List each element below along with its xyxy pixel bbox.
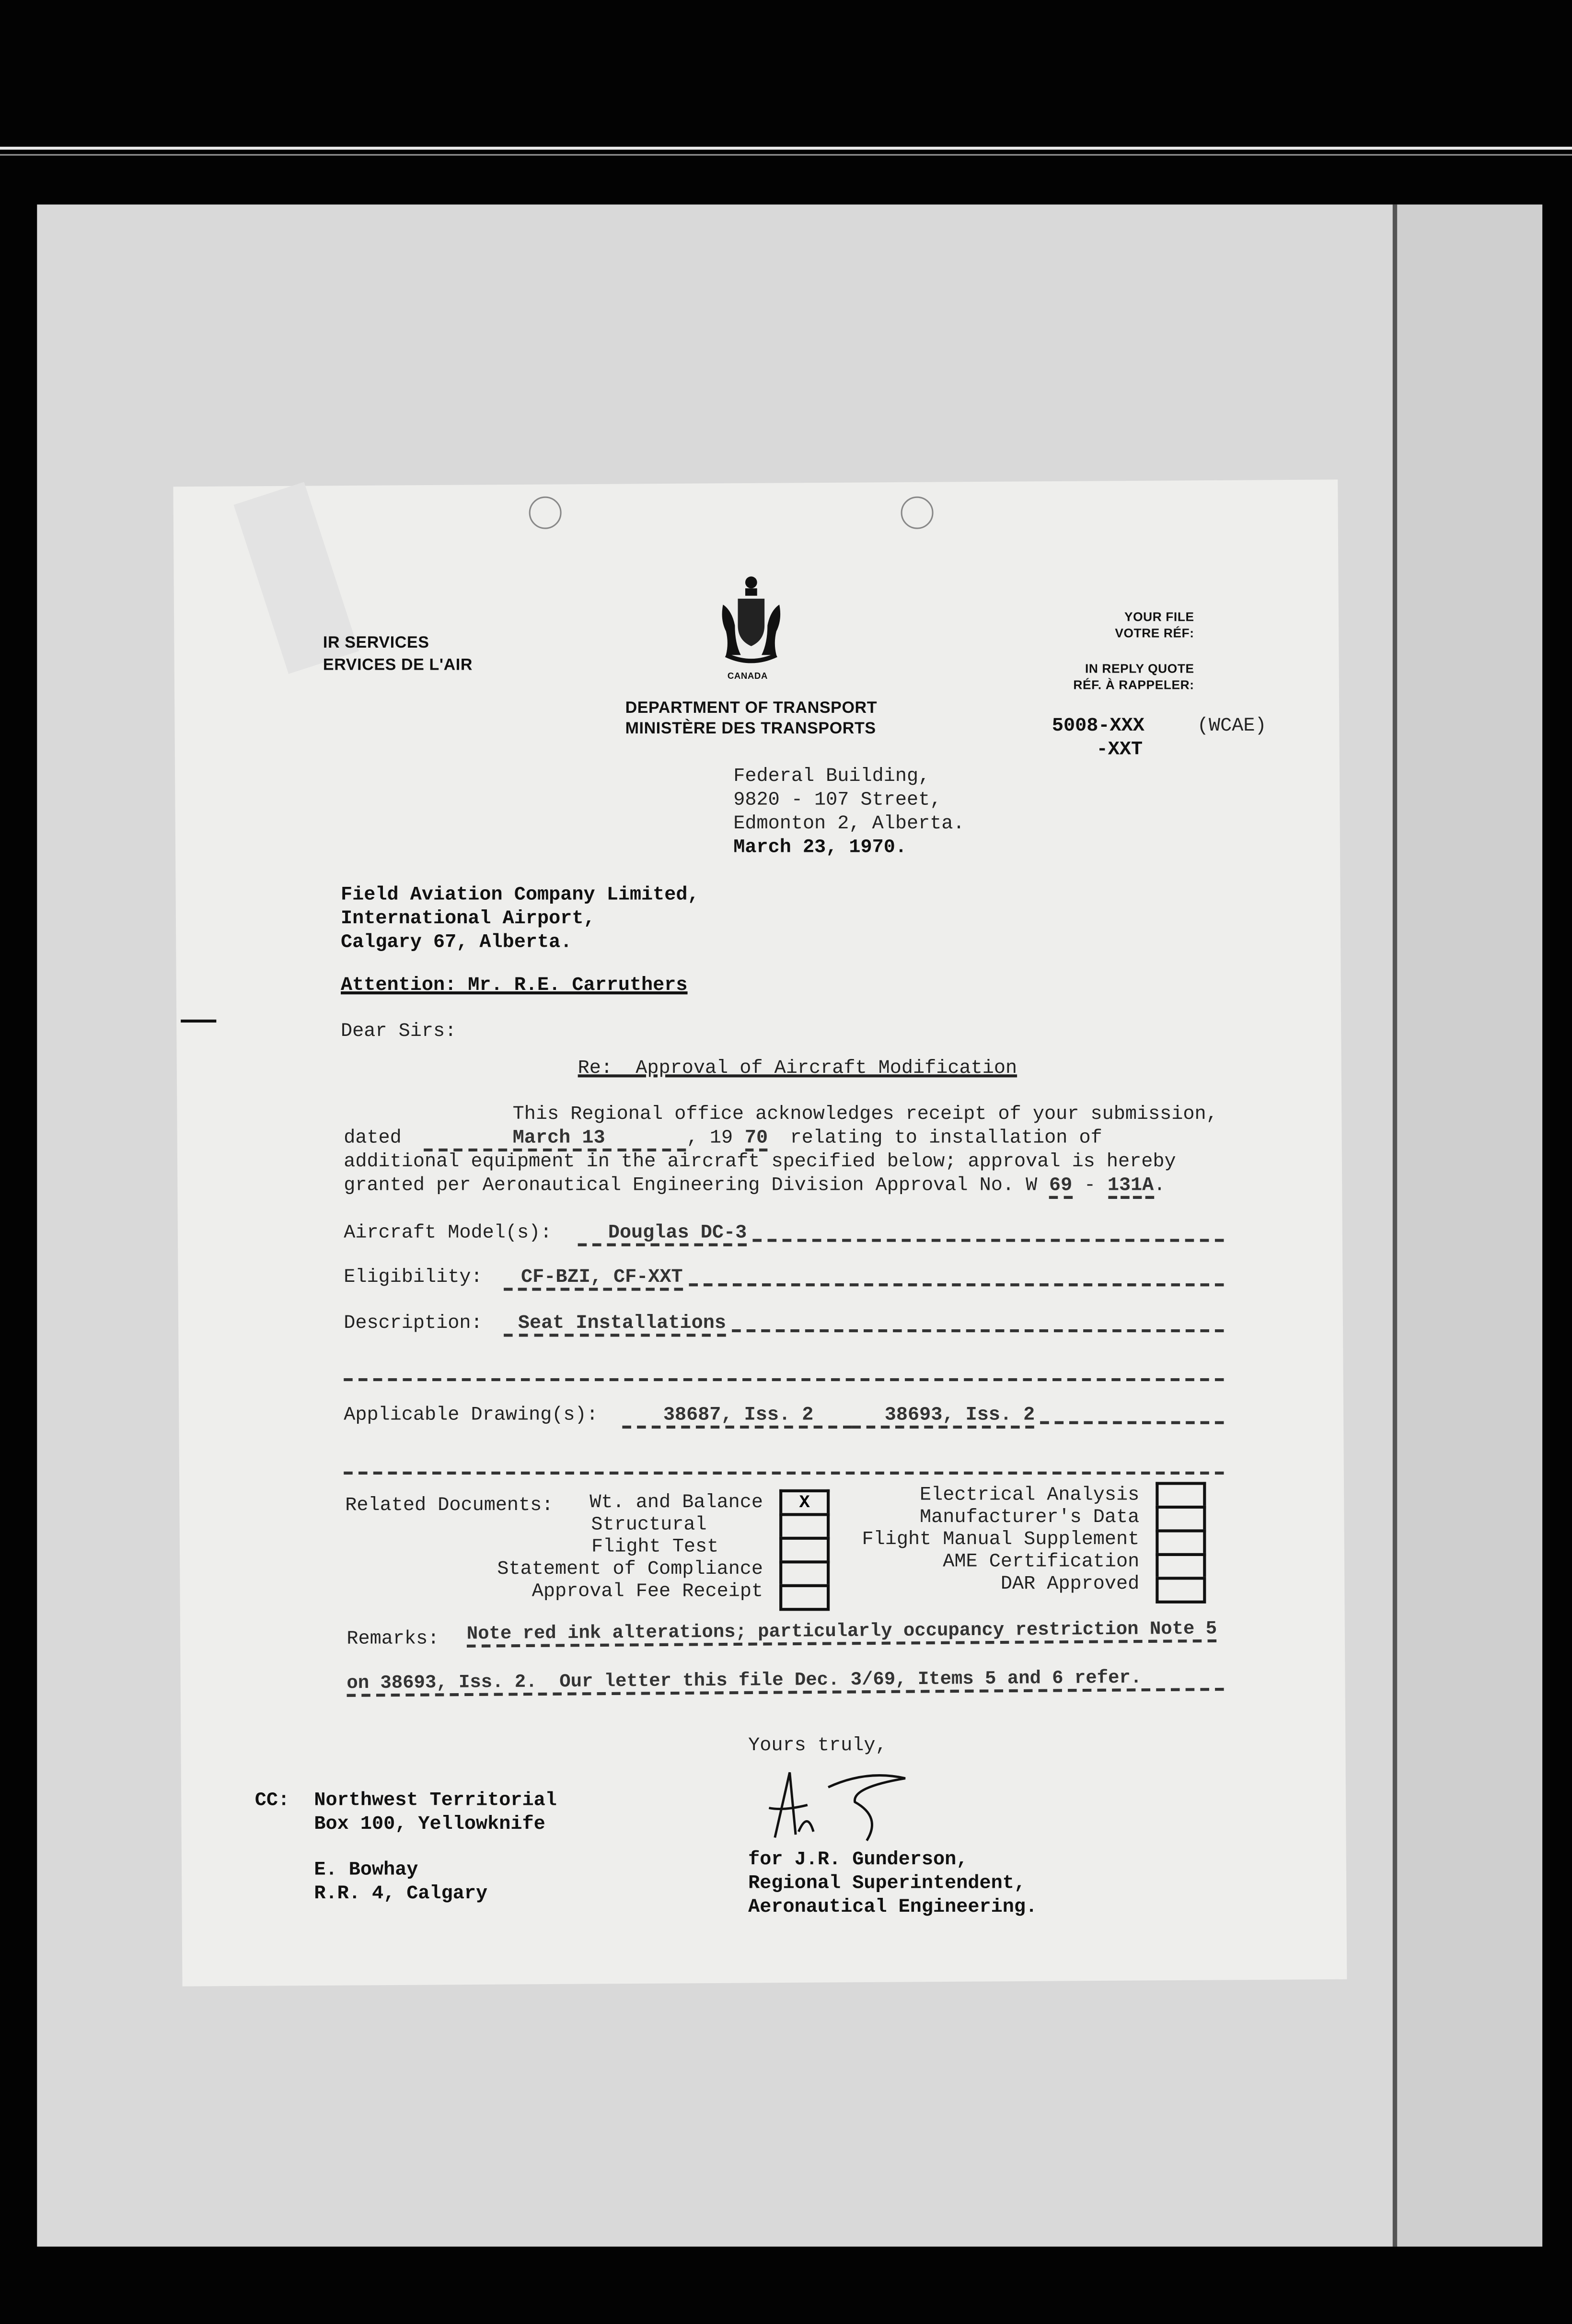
checkbox-wt-balance[interactable]: X — [779, 1489, 830, 1513]
reply-quote-label: IN REPLY QUOTE — [1085, 661, 1194, 676]
body-dated-line — [344, 1126, 1102, 1148]
dept-en: DEPARTMENT OF TRANSPORT — [625, 699, 878, 718]
punch-hole — [529, 497, 562, 529]
doc-label: Statement of Compliance — [497, 1557, 763, 1580]
body-line: additional equipment in the aircraft specified below; approval is hereby — [344, 1150, 1176, 1173]
remarks-label: Remarks: — [347, 1627, 439, 1650]
checkbox-flight-manual[interactable] — [1156, 1529, 1206, 1553]
cc-line: Northwest Territorial — [314, 1789, 557, 1811]
field-label: Aircraft Model(s): — [344, 1221, 552, 1243]
description-field — [344, 1312, 1224, 1337]
eligibility-field — [344, 1266, 1224, 1291]
sender-address — [733, 765, 964, 860]
doc-label: Structural — [591, 1513, 707, 1535]
blank-line — [344, 1472, 1224, 1475]
file-number: 5008-XXX — [1052, 714, 1144, 737]
address-line: Edmonton 2, Alberta. — [733, 812, 965, 835]
margin-mark — [181, 1020, 216, 1023]
body-line: This Regional office acknowledges receipt of your submission, — [512, 1103, 1218, 1125]
letter-date: March 23, 1970. — [733, 836, 907, 858]
cc-recipient — [314, 1859, 487, 1906]
body-text: relating to installation of — [790, 1126, 1102, 1149]
attention-line: Attention: Mr. R.E. Carruthers — [341, 974, 688, 996]
doc-label: Flight Test — [591, 1535, 719, 1558]
aircraft-model-field — [344, 1221, 1224, 1246]
cc-label: CC: — [254, 1789, 290, 1811]
field-value: 38693, Iss. 2 — [852, 1404, 1035, 1429]
doc-label: Wt. and Balance — [590, 1490, 763, 1513]
file-code: (WCAE) — [1197, 714, 1267, 737]
your-file-label: YOUR FILE — [1124, 609, 1194, 624]
film-edge-line — [0, 154, 1572, 156]
doc-label: Manufacturer's Data — [920, 1505, 1140, 1528]
binder-strip — [1393, 205, 1542, 2247]
signature-block — [748, 1848, 1037, 1919]
cc-line: E. Bowhay — [314, 1858, 418, 1881]
drawings-field — [344, 1404, 1224, 1429]
checkbox-structural[interactable] — [779, 1513, 830, 1536]
doc-label: AME Certification — [943, 1550, 1140, 1572]
year-prefix: , 19 — [686, 1126, 733, 1149]
doc-label: Approval Fee Receipt — [532, 1580, 763, 1602]
body-text: granted per Aeronautical Engineering Division Approval No. W — [344, 1174, 1038, 1196]
salutation: Dear Sirs: — [341, 1019, 457, 1042]
field-label: Applicable Drawing(s): — [344, 1403, 598, 1426]
signatory-line: Aeronautical Engineering. — [748, 1895, 1038, 1918]
cc-line: R.R. 4, Calgary — [314, 1882, 488, 1905]
approval-end: . — [1154, 1174, 1166, 1196]
dept-fr: MINISTÈRE DES TRANSPORTS — [625, 720, 876, 738]
related-docs-left — [497, 1491, 763, 1602]
cc-recipient — [314, 1789, 556, 1836]
recipient-line: Calgary 67, Alberta. — [341, 930, 572, 953]
approval-year: 69 — [1049, 1174, 1072, 1199]
checkbox-statement-compliance[interactable] — [779, 1560, 830, 1584]
blank-line — [344, 1378, 1224, 1381]
service-fr: ERVICES DE L'AIR — [323, 656, 473, 674]
recipient-address — [341, 883, 699, 954]
votre-ref-label: VOTRE RÉF: — [1115, 625, 1194, 640]
doc-label: Electrical Analysis — [920, 1483, 1140, 1506]
checkbox-ame-cert[interactable] — [1156, 1553, 1206, 1577]
doc-label: DAR Approved — [1000, 1572, 1140, 1595]
closing: Yours truly, — [748, 1733, 887, 1756]
checkbox-approval-fee[interactable] — [779, 1584, 830, 1611]
dated-value: March 13 — [424, 1126, 686, 1151]
subject-line: Re: Approval of Aircraft Modification — [578, 1057, 1017, 1079]
field-value: Douglas DC-3 — [578, 1221, 747, 1246]
address-line: 9820 - 107 Street, — [733, 788, 942, 811]
field-value: CF-BZI, CF-XXT — [503, 1266, 683, 1291]
field-value: 38687, Iss. 2 — [622, 1404, 852, 1429]
signature — [763, 1766, 926, 1848]
crest-caption: CANADA — [727, 673, 768, 682]
field-value: Seat Installations — [503, 1312, 726, 1337]
signatory-line: for J.R. Gunderson, — [748, 1848, 968, 1871]
cc-line: Box 100, Yellowknife — [314, 1812, 545, 1835]
remarks-line: Note red ink alterations; particularly occupancy restriction Note 5 — [467, 1619, 1217, 1648]
related-docs-left-boxes — [779, 1489, 830, 1611]
film-edge-line — [0, 147, 1572, 150]
file-number-suffix: -XXT — [1096, 738, 1143, 760]
ref-rappeler-label: RÉF. À RAPPELER: — [1073, 677, 1194, 692]
related-docs-label: Related Documents: — [345, 1494, 554, 1516]
year-value: 70 — [745, 1126, 768, 1151]
canada-coat-of-arms-icon — [717, 575, 785, 667]
approval-separator: - — [1084, 1174, 1096, 1196]
doc-label: Flight Manual Supplement — [862, 1528, 1140, 1550]
related-docs-right-boxes — [1156, 1482, 1206, 1603]
checkbox-flight-test[interactable] — [779, 1537, 830, 1560]
checkbox-electrical[interactable] — [1156, 1482, 1206, 1505]
address-line: Federal Building, — [733, 765, 930, 787]
signatory-line: Regional Superintendent, — [748, 1871, 1026, 1894]
approval-number: 131A — [1108, 1174, 1154, 1199]
checkbox-dar-approved[interactable] — [1156, 1577, 1206, 1604]
dated-label: dated — [344, 1126, 402, 1149]
field-label: Eligibility: — [344, 1266, 483, 1288]
checkbox-manufacturer-data[interactable] — [1156, 1506, 1206, 1529]
punch-hole — [901, 497, 934, 529]
recipient-line: Field Aviation Company Limited, — [341, 883, 699, 906]
related-docs-right — [862, 1483, 1139, 1594]
body-approval-line — [344, 1174, 1165, 1196]
field-label: Description: — [344, 1311, 483, 1334]
recipient-line: International Airport, — [341, 906, 595, 930]
remarks-line: on 38693, Iss. 2. Our letter this file Dec. 3/69, Items 5 and 6 refer. — [347, 1667, 1224, 1697]
service-en: IR SERVICES — [323, 634, 429, 652]
